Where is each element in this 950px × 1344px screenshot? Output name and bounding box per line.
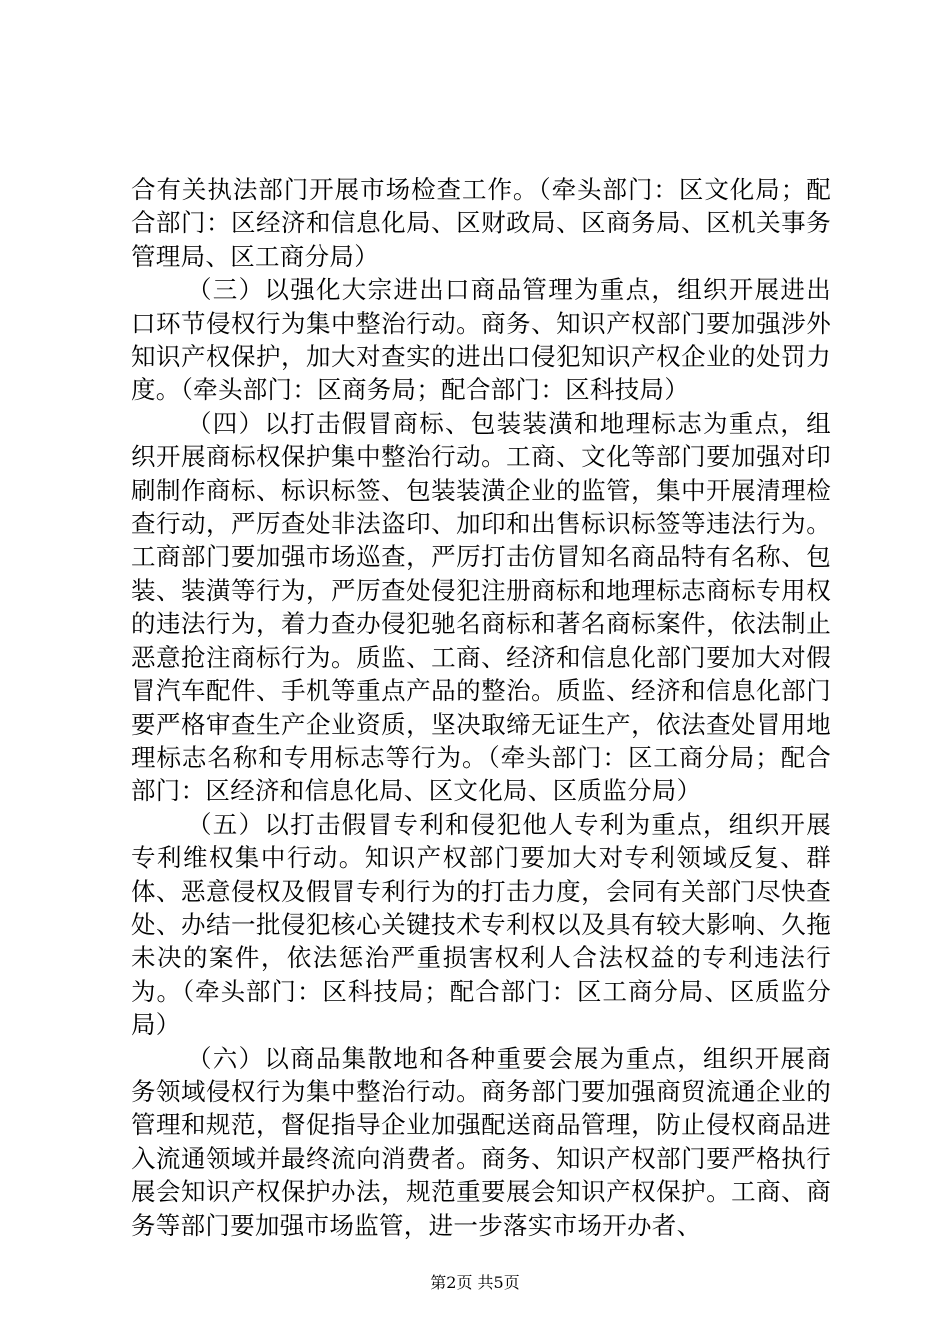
paragraph-item-6: （六）以商品集散地和各种重要会展为重点，组织开展商务领域侵权行为集中整治行动。商务部门要加强商贸流通企业的管理和规范，督促指导企业加强配送商品管理，防止侵权商品进入流通领域并最终流向消费者。商务、知识产权部门要严格执行展会知识产权保护办法，规范重要展会知识产权保护。工商、商务等部门要加强市场监管，进一步落实市场开办者、 — [131, 1043, 831, 1240]
document-body — [131, 173, 831, 1242]
paragraph-continuation: 合有关执法部门开展市场检查工作。（牵头部门：区文化局；配合部门：区经济和信息化局、区财政局、区商务局、区机关事务管理局、区工商分局） — [131, 175, 831, 271]
page-number-label: 第2页 共5页 — [430, 1273, 520, 1292]
page-footer — [0, 1273, 950, 1293]
paragraph-item-3: （三）以强化大宗进出口商品管理为重点，组织开展进出口环节侵权行为集中整治行动。商务、知识产权部门要加强涉外知识产权保护，加大对查实的进出口侵犯知识产权企业的处罚力度。（牵头部门：区商务局；配合部门：区科技局） — [131, 275, 831, 405]
paragraph-item-4: （四）以打击假冒商标、包装装潢和地理标志为重点，组织开展商标权保护集中整治行动。工商、文化等部门要加强对印刷制作商标、标识标签、包装装潢企业的监管，集中开展清理检查行动，严厉查处非法盗印、加印和出售标识标签等违法行为。工商部门要加强市场巡查，严厉打击仿冒知名商品特有名称、包装、装潢等行为，严厉查处侵犯注册商标和地理标志商标专用权的违法行为，着力查办侵犯驰名商标和著名商标案件，依法制止恶意抢注商标行为。质监、工商、经济和信息化部门要加大对假冒汽车配件、手机等重点产品的整治。质监、经济和信息化部门要严格审查生产企业资质，坚决取缔无证生产，依法查处冒用地理标志名称和专用标志等行为。（牵头部门：区工商分局；配合部门：区经济和信息化局、区文化局、区质监分局） — [131, 408, 831, 806]
paragraph-item-5: （五）以打击假冒专利和侵犯他人专利为重点，组织开展专利维权集中行动。知识产权部门要加大对专利领域反复、群体、恶意侵权及假冒专利行为的打击力度，会同有关部门尽快查处、办结一批侵犯核心关键技术专利权以及具有较大影响、久拖未决的案件，依法惩治严重损害权利人合法权益的专利违法行为。（牵头部门：区科技局；配合部门：区工商分局、区质监分局） — [131, 809, 831, 1040]
